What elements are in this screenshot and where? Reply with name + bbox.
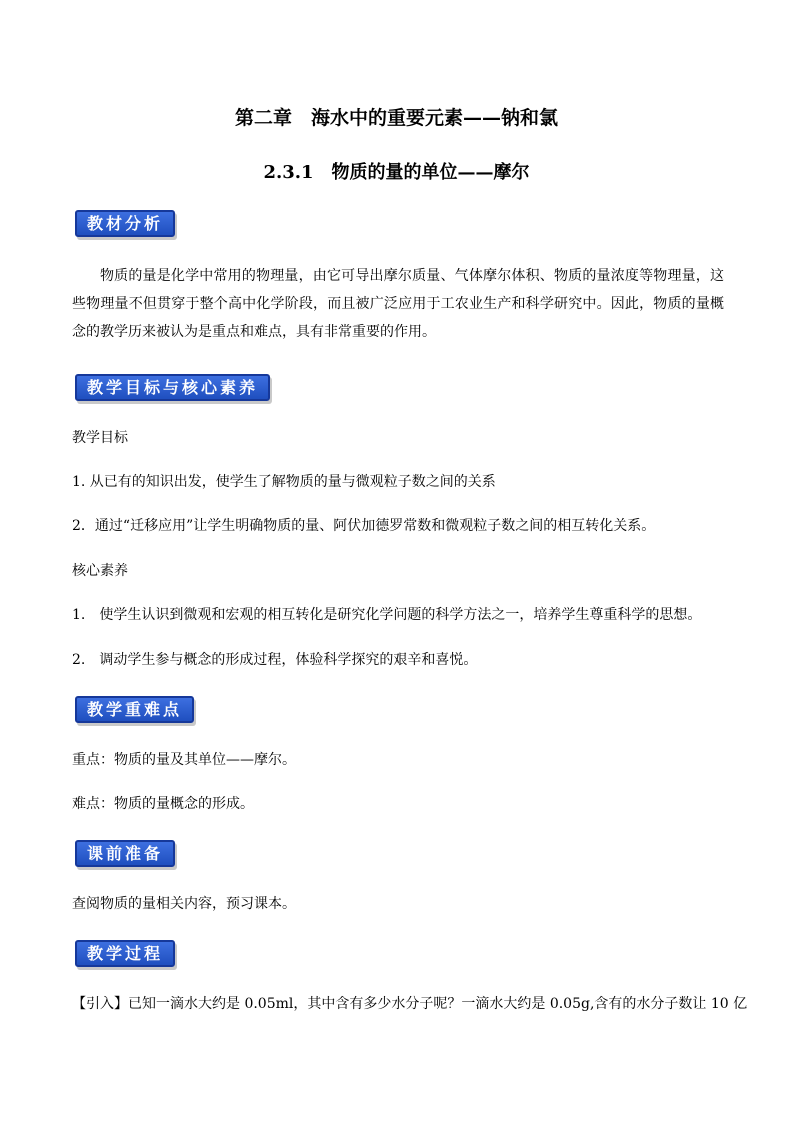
chapter-title: 第二章 海水中的重要元素——钠和氯 [234,107,558,129]
literacy-item-2: 2. 调动学生参与概念的形成过程，体验科学探究的艰辛和喜悦。 [72,652,478,668]
literacy-item-1: 1. 使学生认识到微观和宏观的相互转化是研究化学问题的科学方法之一，培养学生尊重科学的思想。 [72,607,702,623]
goal-item-2: 2．通过“迁移应用”让学生明确物质的量、阿伏加德罗常数和微观粒子数之间的相互转化关系。 [72,518,656,534]
process-intro-text: 【引入】已知一滴水大约是 0.05ml，其中含有多少水分子呢？一滴水大约是 0.05g,含有的水分子数让 10 亿 [72,996,748,1012]
heading-analysis-badge: 教材分析 [75,210,175,237]
literacy-label: 核心素养 [72,563,128,579]
heading-key-points-badge: 教学重难点 [75,696,194,723]
goal-item-1: 1. 从已有的知识出发，使学生了解物质的量与微观粒子数之间的关系 [72,474,496,490]
heading-process-badge: 教学过程 [75,940,175,967]
goals-label: 教学目标 [72,430,128,446]
heading-preparation-badge: 课前准备 [75,840,175,867]
preparation-text: 查阅物质的量相关内容，预习课本。 [72,896,296,912]
difficulty-text: 难点：物质的量概念的形成。 [72,796,254,812]
key-point-text: 重点：物质的量及其单位——摩尔。 [72,752,296,768]
section-title: 2.3.1 物质的量的单位——摩尔 [263,162,530,183]
analysis-paragraph: 物质的量是化学中常用的物理量，由它可导出摩尔质量、气体摩尔体积、物质的量浓度等物理量，这些物理量不但贯穿于整个高中化学阶段，而且被广泛应用于工农业生产和科学研究中。因此，物质的量概念的教学历来被认为是重点和难点，具有非常重要的作用。 [72,268,724,340]
heading-objectives-badge: 教学目标与核心素养 [75,374,270,401]
